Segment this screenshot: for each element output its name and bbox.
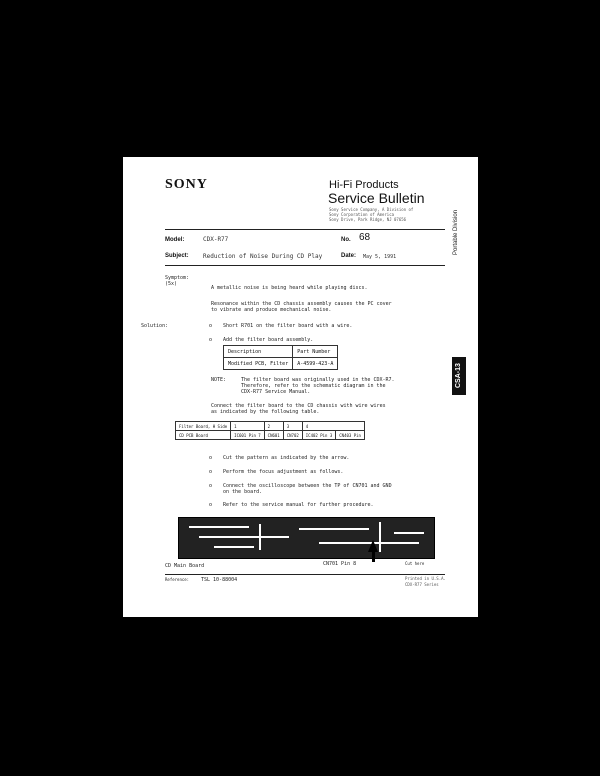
wiring-cell: 2 [264, 422, 283, 431]
footer-rule [165, 574, 445, 575]
parts-row-part: A-4599-423-A [293, 358, 338, 370]
bulletin-no-label: No. [341, 237, 351, 243]
model-label: Model: [165, 237, 185, 243]
note-line1: The filter board was originally used in the CDX-R7. [241, 377, 395, 383]
header-rule [165, 229, 445, 230]
solution-step3: Cut the pattern as indicated by the arrow. [223, 455, 350, 461]
cut-arrow-stem [372, 550, 375, 562]
symptom-text: A metallic noise is being heard while playing discs. [211, 285, 368, 291]
wiring-cell: CD PCB Board [176, 431, 231, 440]
bullet-icon: o [209, 337, 213, 343]
subject-value: Reduction of Noise During CD Play [203, 253, 323, 260]
symptom-label: Symptom: [165, 275, 190, 281]
figure-label-mid: CN701 Pin 8 [323, 561, 357, 567]
subject-label: Subject: [165, 253, 189, 259]
note-line3: CDX-R77 Service Manual. [241, 389, 311, 395]
pcb-trace [394, 532, 424, 534]
fine-print [329, 207, 413, 222]
pcb-trace [379, 522, 381, 552]
division-label: Portable Division [453, 209, 459, 255]
bulletin-no-value: 68 [359, 232, 371, 243]
wiring-cell: 4 [302, 422, 364, 431]
section-tab-label: CSA-13 [455, 363, 462, 388]
fine-print-line: Sony Corporation of America [329, 212, 395, 217]
bullet-icon: o [209, 455, 213, 461]
solution-step6: Refer to the service manual for further procedure. [223, 502, 374, 508]
section-tab [452, 357, 466, 395]
reference-label: Reference: [165, 577, 190, 582]
solution-step5-line2: on the board. [223, 489, 263, 495]
parts-header-part: Part Number [293, 346, 338, 358]
wiring-row [176, 422, 365, 431]
pcb-trace [199, 536, 289, 538]
footer-right-line1: Printed in U.S.A. [405, 576, 446, 581]
reference-value: TSL 10-88004 [201, 577, 238, 583]
bulletin-title-line2: Service Bulletin [328, 190, 425, 206]
wiring-table [175, 421, 365, 440]
model-value: CDX-R77 [203, 236, 229, 243]
note-line2: Therefore, refer to the schematic diagram in the [241, 383, 386, 389]
resonance-line2: to vibrate and produce mechanical noise. [211, 307, 332, 313]
fine-print-line: Sony Service Company, A Division of [329, 207, 414, 212]
bulletin-title-line1: Hi-Fi Products [329, 179, 399, 191]
meta-rule [165, 265, 445, 266]
parts-header-desc: Description [224, 346, 293, 358]
pcb-trace [299, 528, 369, 530]
solution-step1: Short R701 on the filter board with a wire. [223, 323, 353, 329]
bullet-icon: o [209, 469, 213, 475]
wiring-row [176, 431, 365, 440]
wiring-cell: CN403 Pin [336, 431, 365, 440]
symptom-sub: (5x) [165, 281, 178, 287]
wiring-cell: 3 [283, 422, 302, 431]
wiring-cell: CN702 [283, 431, 302, 440]
solution-label: Solution: [141, 323, 169, 329]
parts-table [223, 345, 338, 370]
bullet-icon: o [209, 502, 213, 508]
solution-step2: Add the filter board assembly. [223, 337, 314, 343]
footer-right-line2: CDX-R77 Series [405, 582, 439, 587]
resonance-line1: Resonance within the CD chassis assembly causes the PC cover [211, 301, 392, 307]
figure-label-left: CD Main Board [165, 563, 205, 569]
parts-row-desc: Modified PCB, Filter [224, 358, 293, 370]
pcb-trace [259, 524, 261, 550]
brand-logo: SONY [165, 177, 208, 192]
date-value: May 5, 1991 [363, 254, 397, 260]
bulletin-page [123, 157, 478, 617]
pcb-trace [189, 526, 249, 528]
bullet-icon: o [209, 323, 213, 329]
wiring-cell: CN601 [264, 431, 283, 440]
date-label: Date: [341, 253, 357, 259]
connect-line2: as indicated by the following table. [211, 409, 320, 415]
solution-step4: Perform the focus adjustment as follows. [223, 469, 344, 475]
figure-label-right: Cut here [405, 561, 425, 566]
connect-line1: Connect the filter board to the CD chassis with wire wires [211, 403, 386, 409]
wiring-cell: Filter Board, H Side [176, 422, 231, 431]
bullet-icon: o [209, 483, 213, 489]
fine-print-line: Sony Drive, Park Ridge, NJ 07656 [329, 217, 407, 222]
wiring-cell: 1 [231, 422, 265, 431]
wiring-cell: IC402 Pin 3 [302, 431, 336, 440]
note-label: NOTE: [211, 377, 227, 383]
solution-step5-line1: Connect the oscilloscope between the TP of CN701 and GND [223, 483, 392, 489]
pcb-trace [214, 546, 254, 548]
wiring-cell: IC601 Pin 7 [231, 431, 265, 440]
pcb-figure [178, 517, 435, 559]
